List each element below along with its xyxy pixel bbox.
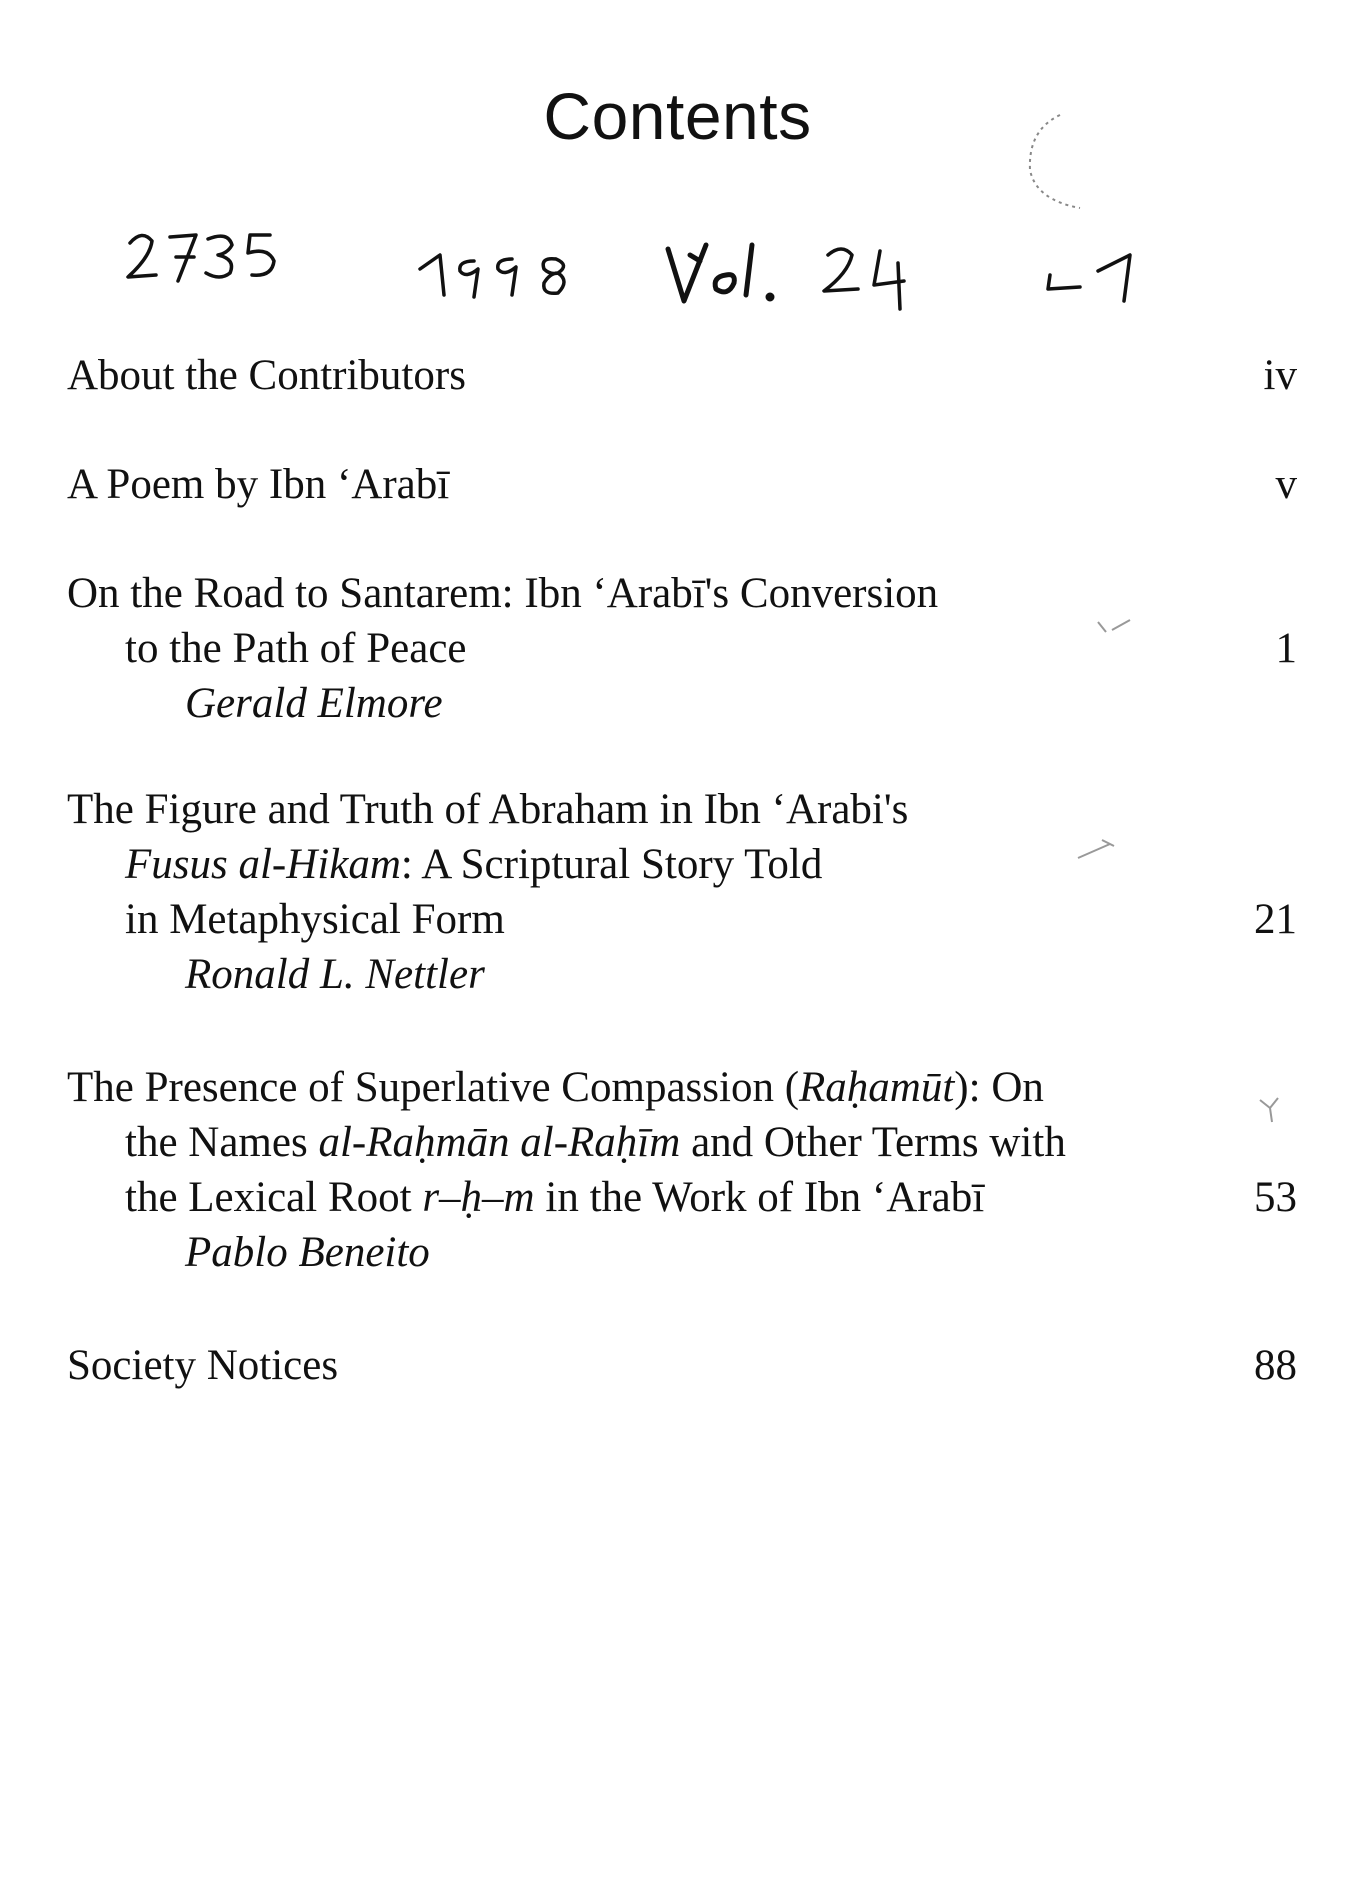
entry-title-text: in Metaphysical Form: [125, 896, 505, 943]
entry-title-text: to the Path of Peace: [125, 625, 467, 672]
toc-entry[interactable]: [67, 1338, 1297, 1393]
entry-title-text: A Poem by Ibn ‘Arabī: [67, 461, 450, 508]
entry-title-text: The Figure and Truth of Abraham in Ibn ‘Arabi's: [67, 786, 909, 833]
entry-title-line: [67, 1170, 1297, 1225]
entry-title: [67, 457, 1297, 512]
handwritten-1998: [420, 255, 564, 297]
entry-author: [67, 676, 1297, 731]
entry-title-italic: Raḥamūt: [799, 1064, 955, 1111]
entry-title: [67, 348, 1297, 403]
toc-entry[interactable]: [67, 348, 1297, 403]
entry-title-line: [67, 621, 1297, 676]
author-name: Ronald L. Nettler: [185, 951, 485, 998]
pencil-scribble-mark: [1000, 100, 1120, 240]
handwritten-annotation: [0, 215, 1355, 325]
page-number: 53: [1254, 1174, 1297, 1221]
entry-author: [67, 1225, 1297, 1280]
page-number: 1: [1275, 625, 1297, 672]
toc-entry[interactable]: [67, 1060, 1297, 1280]
entry-title-line: [67, 837, 1297, 892]
page-number: 21: [1254, 896, 1297, 943]
entry-title-text: On the Road to Santarem: Ibn ‘Arabī's Conversion: [67, 570, 939, 617]
entry-title-line: [67, 782, 1297, 837]
entry-title-text: ): On: [954, 1064, 1044, 1111]
entry-title-text: the Lexical Root: [125, 1174, 423, 1221]
handwriting-drawing: [0, 215, 1355, 325]
entry-title-italic: r–ḥ–m: [422, 1174, 535, 1221]
entry-title-italic: al-Raḥmān al-Raḥīm: [318, 1119, 681, 1166]
entry-title-line: [67, 892, 1297, 947]
entry-title: [67, 1338, 1297, 1393]
entry-title-text: in the Work of Ibn ‘Arabī: [534, 1174, 985, 1221]
entry-title-line: [67, 1060, 1297, 1115]
entry-author: [67, 947, 1297, 1002]
toc-entry[interactable]: [67, 457, 1297, 512]
handwritten-l1: [1048, 255, 1130, 301]
page-title: Contents: [543, 79, 812, 153]
entry-title-text: The Presence of Superlative Compassion (: [67, 1064, 800, 1111]
page-number: 88: [1254, 1342, 1297, 1389]
toc-entry[interactable]: [67, 566, 1297, 731]
toc-entry[interactable]: [67, 782, 1297, 1002]
entry-title-line: [67, 1115, 1297, 1170]
entry-title-text: Society Notices: [67, 1342, 339, 1389]
handwritten-24: [824, 249, 904, 309]
entry-title-text: and Other Terms with: [680, 1119, 1066, 1166]
entry-title-text: the Names: [125, 1119, 319, 1166]
entry-title-text: : A Scriptural Story Told: [400, 841, 823, 888]
entry-title-line: [67, 566, 1297, 621]
handwritten-vol: [668, 245, 772, 301]
author-name: Gerald Elmore: [185, 680, 443, 727]
entry-title-text: About the Contributors: [67, 352, 466, 399]
author-name: Pablo Beneito: [185, 1229, 430, 1276]
page-number: iv: [1263, 352, 1297, 399]
entry-title-italic: Fusus al-Hikam: [125, 841, 401, 888]
handwritten-2735: [128, 235, 274, 281]
page-number: v: [1275, 461, 1297, 508]
